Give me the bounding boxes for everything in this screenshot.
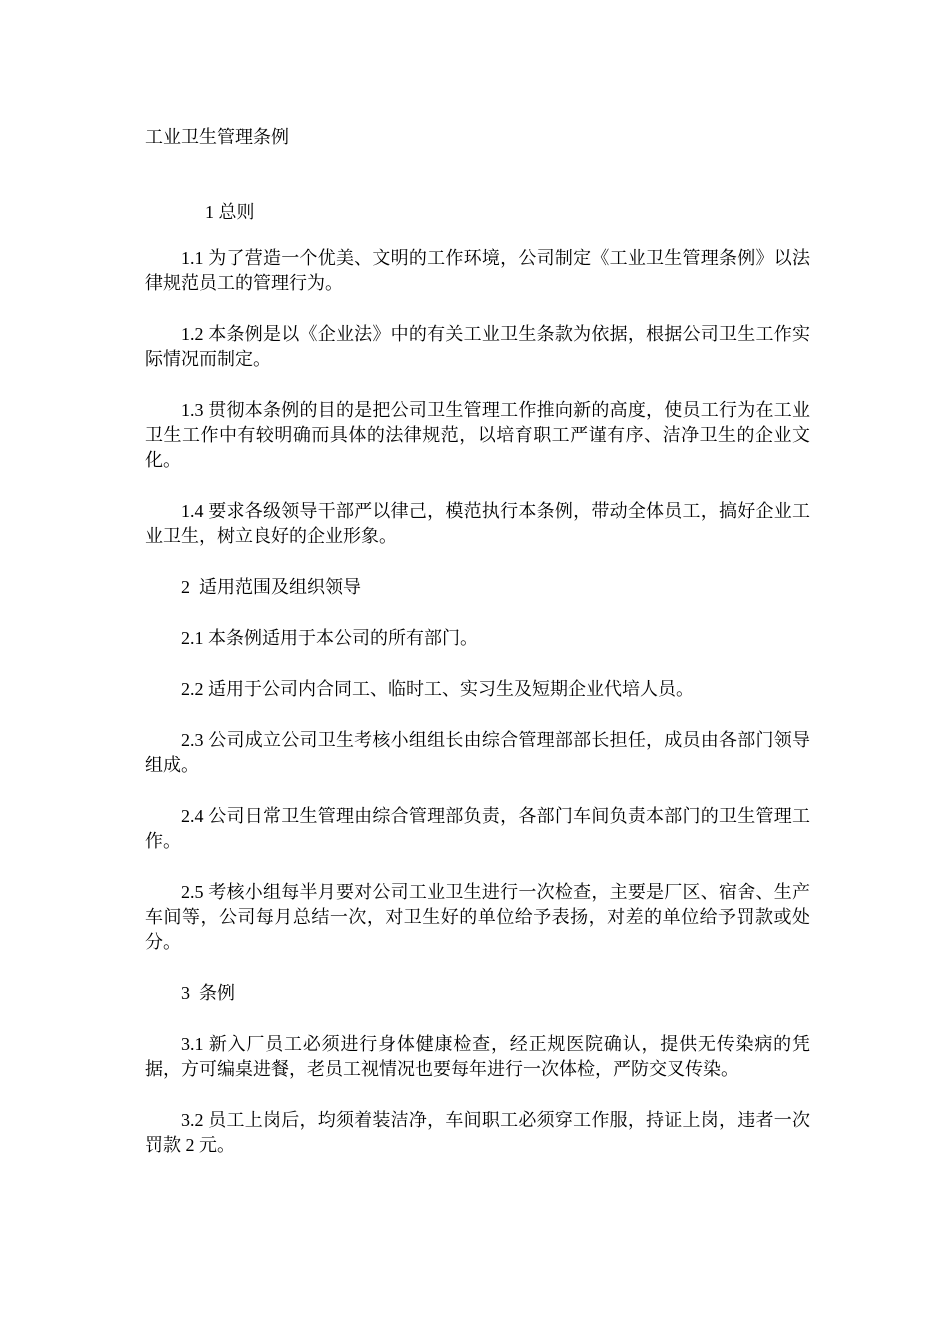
document-body (145, 246, 810, 1184)
paragraph-2-4: 2.4 公司日常卫生管理由综合管理部负责，各部门车间负责本部门的卫生管理工作。 (145, 806, 810, 851)
paragraph-1-2: 1.2 本条例是以《企业法》中的有关工业卫生条款为依据，根据公司卫生工作实际情况而制定。 (145, 324, 810, 369)
paragraph-1-4: 1.4 要求各级领导干部严以律己，模范执行本条例，带动全体员工，搞好企业工业卫生，树立良好的企业形象。 (145, 501, 810, 546)
paragraph-2-5: 2.5 考核小组每半月要对公司工业卫生进行一次检查，主要是厂区、宿舍、生产车间等，公司每月总结一次，对卫生好的单位给予表扬，对差的单位给予罚款或处分。 (145, 882, 810, 952)
paragraph-2-3: 2.3 公司成立公司卫生考核小组组长由综合管理部部长担任，成员由各部门领导组成。 (145, 730, 810, 775)
paragraph-1-1: 1.1 为了营造一个优美、文明的工作环境，公司制定《工业卫生管理条例》以法律规范员工的管理行为。 (145, 248, 810, 293)
paragraph-1-3: 1.3 贯彻本条例的目的是把公司卫生管理工作推向新的高度，使员工行为在工业卫生工作中有较明确而具体的法律规范，以培育职工严谨有序、洁净卫生的企业文化。 (145, 400, 810, 470)
section-heading-regulations: 3 条例 (181, 983, 235, 1003)
paragraph-3-2: 3.2 员工上岗后，均须着装洁净，车间职工必须穿工作服，持证上岗，违者一次罚款 2 元。 (145, 1110, 810, 1155)
section-heading-general: 1 总则 (205, 202, 255, 222)
paragraph-2-1: 2.1 本条例适用于本公司的所有部门。 (181, 628, 478, 648)
paragraph-3-1: 3.1 新入厂员工必须进行身体健康检查，经正规医院确认，提供无传染病的凭据，方可编桌进餐，老员工视情况也要每年进行一次体检，严防交叉传染。 (145, 1034, 810, 1079)
paragraph-2-2: 2.2 适用于公司内合同工、临时工、实习生及短期企业代培人员。 (181, 679, 694, 699)
document-title: 工业卫生管理条例 (145, 127, 289, 147)
section-heading-scope: 2 适用范围及组织领导 (181, 577, 361, 597)
